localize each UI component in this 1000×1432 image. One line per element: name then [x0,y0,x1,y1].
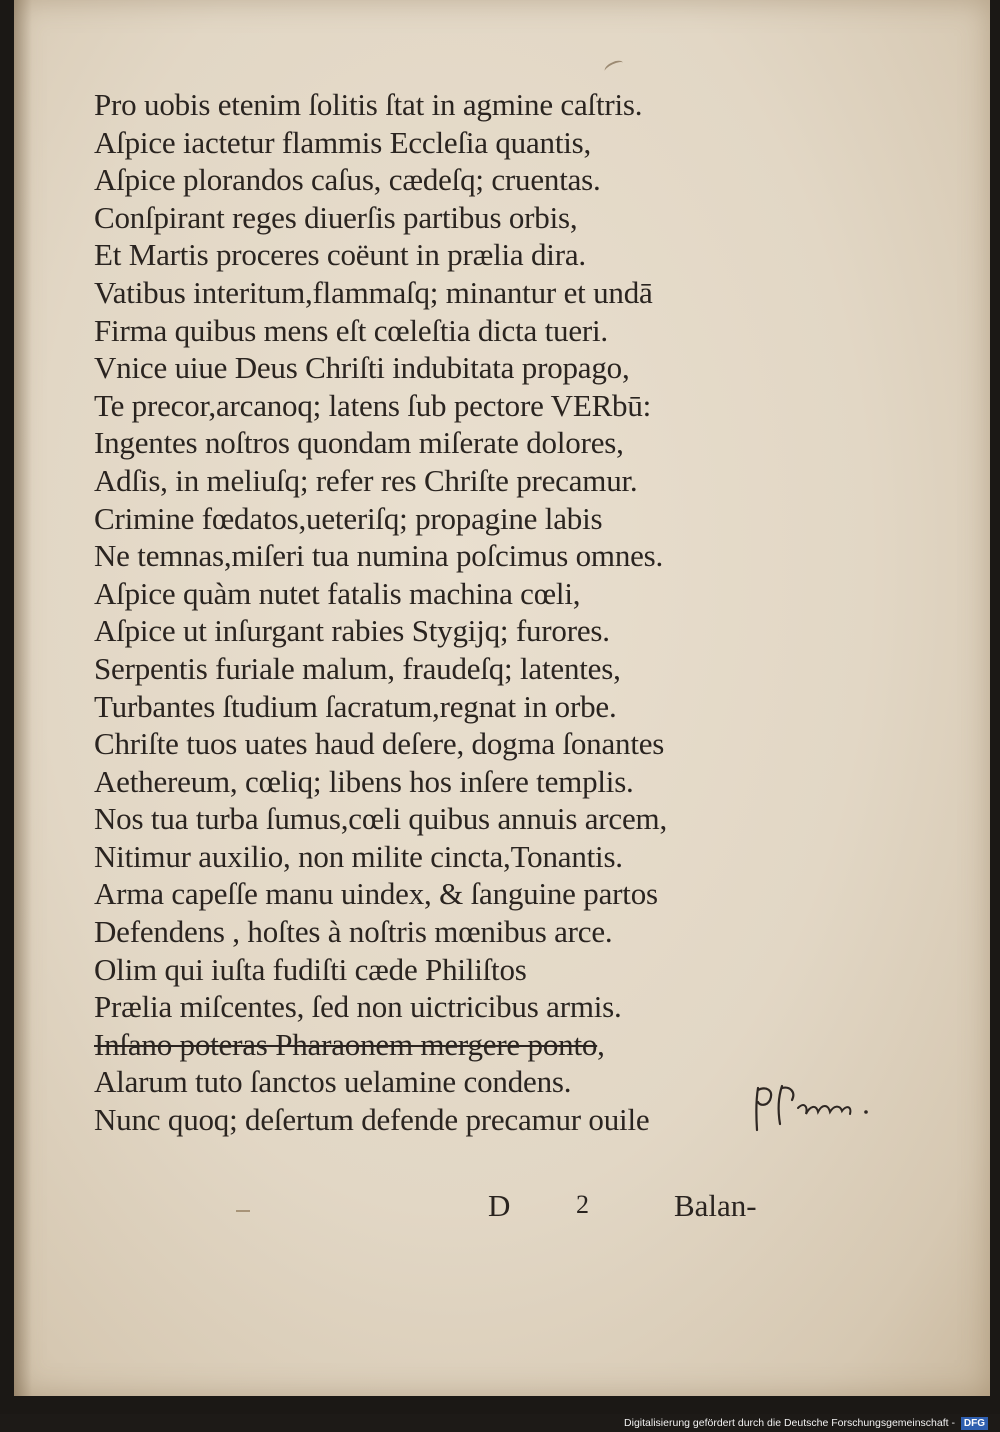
verse-line: Aſpice quàm nutet fatalis machina cœli, [94,575,581,611]
verse-line: Olim qui iuſta fudiſti cæde Philiſtos [94,951,527,987]
verse-line: Firma quibus mens eſt cœleſtia dicta tueri. [94,312,608,348]
ink-speck [603,58,625,76]
verse-line: Alarum tuto ſanctos uelamine condens. [94,1064,572,1100]
verse-text [94,86,814,1139]
verse-line: Nos tua turba ſumus,cœli quibus annuis arcem, [94,801,668,837]
verse-line: Aethereum, cœliq; libens hos inſere templis. [94,763,634,799]
verse-line: Conſpirant reges diuerſis partibus orbis, [94,199,578,235]
verse-line: Et Martis proceres coëunt in prælia dira. [94,237,586,273]
verse-line: Vatibus interitum,flammaſq; minantur et undā [94,274,653,310]
verse-line: Pro uobis etenim ſolitis ſtat in agmine caſtris. [94,87,643,122]
verse-line: Turbantes ſtudium ſacratum,regnat in orbe. [94,688,617,724]
book-page [14,0,990,1396]
signature-letter: D [488,1188,511,1223]
verse-line: Ingentes noſtros quondam miſerate dolores, [94,425,624,461]
signature-number: 2 [576,1190,589,1219]
verse-line: Chriſte tuos uates haud deſere, dogma ſonantes [94,726,665,762]
page-footer [14,1188,990,1228]
verse-line: Aſpice iactetur flammis Eccleſia quantis, [94,124,592,160]
verse-line: Te precor,arcanoq; latens ſub pectore VERbū: [94,387,652,423]
dfg-notice [624,1414,988,1432]
verse-line: Aſpice ut inſurgant rabies Stygijq; furores. [94,613,610,649]
struck-line-punct: , [597,1026,605,1062]
verse-line: Arma capeſſe manu uindex, & ſanguine partos [94,876,658,912]
verse-line: Nunc quoq; deſertum defende precamur ouile [94,1102,650,1138]
dfg-logo-icon: DFG [961,1417,988,1430]
margin-mark [236,1210,250,1212]
verse-line: Serpentis furiale malum, fraudeſq; latentes, [94,650,621,686]
verse-line: Aſpice plorandos caſus, cædeſq; cruentas. [94,162,601,198]
handwritten-annotation-pharao [744,1078,894,1148]
struck-text: Inſano poteras Pharaonem mergere ponto [94,1026,598,1062]
verse-line: Prælia miſcentes, ſed non uictricibus armis. [94,989,622,1025]
verse-line: Defendens , hoſtes à noſtris mœnibus arce. [94,914,613,950]
dfg-notice-text: Digitalisierung gefördert durch die Deutsche Forschungsgemeinschaft - [624,1417,955,1429]
catchword: Balan- [674,1188,757,1223]
verse-line: Crimine fœdatos,ueteriſq; propagine labis [94,500,603,536]
verse-line: Nitimur auxilio, non milite cincta,Tonantis. [94,838,623,874]
verse-line: Vnice uiue Deus Chriſti indubitata propago, [94,350,630,386]
verse-line: Adſis, in meliuſq; refer res Chriſte precamur. [94,462,638,498]
verse-line-struck [94,1026,814,1064]
verse-line: Ne temnas,miſeri tua numina poſcimus omnes. [94,538,664,574]
